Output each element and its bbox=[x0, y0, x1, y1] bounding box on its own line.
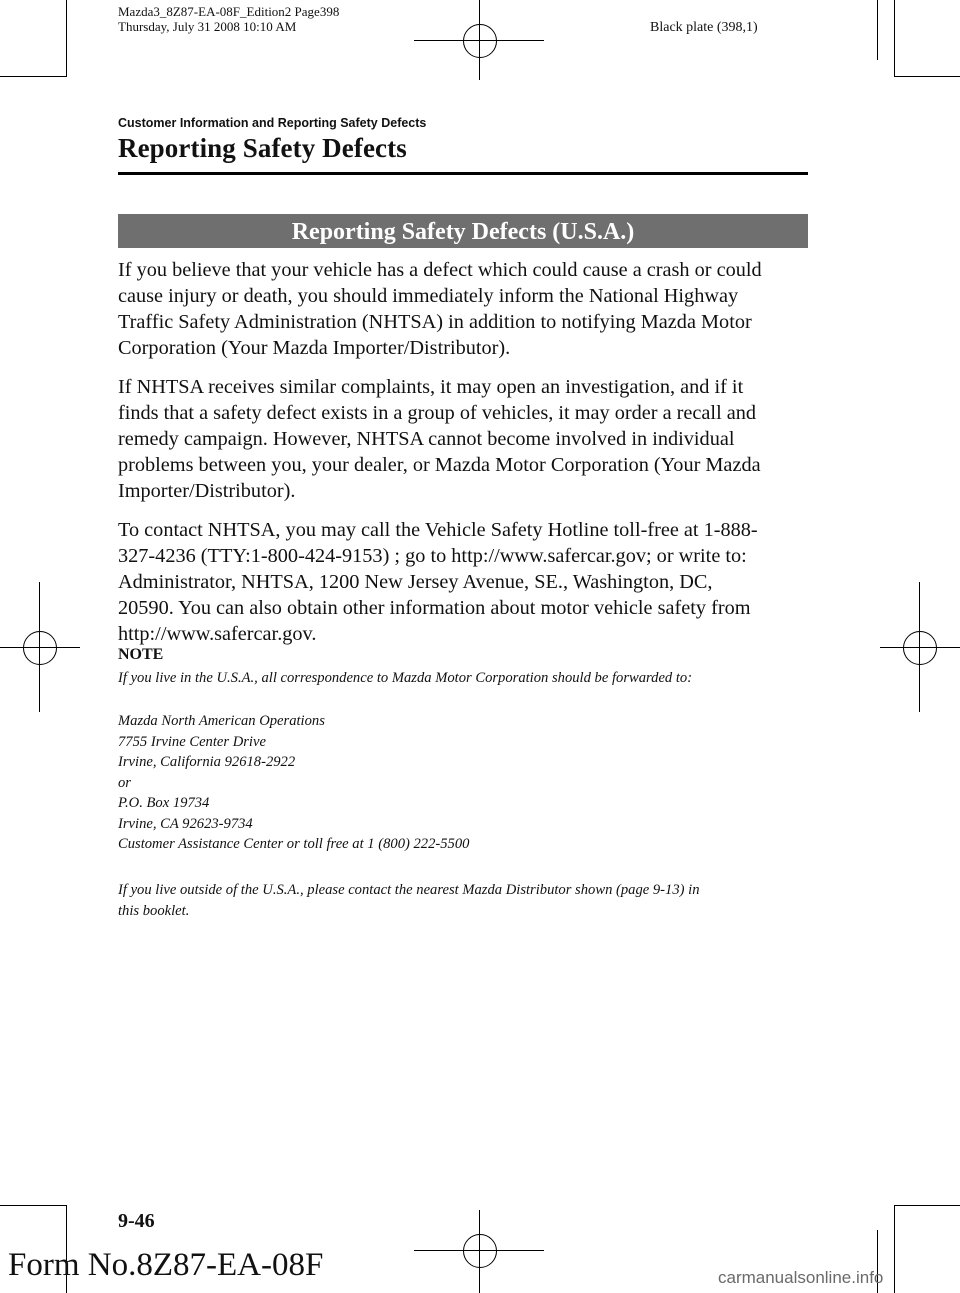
paragraph-line: finds that a safety defect exists in a group of vehicles, it may order a recall and bbox=[118, 402, 757, 424]
address-line: P.O. Box 19734 bbox=[118, 795, 210, 811]
paragraph-line: Importer/Distributor). bbox=[118, 480, 296, 502]
paragraph-line: Traffic Safety Administration (NHTSA) in addition to notifying Mazda Motor bbox=[118, 311, 752, 333]
note-line: this booklet. bbox=[118, 902, 190, 919]
print-file-line: Mazda3_8Z87-EA-08F_Edition2 Page398 bbox=[118, 4, 340, 19]
note-heading: NOTE bbox=[118, 646, 164, 663]
paragraph-line: 327-4236 (TTY:1-800-424-9153) ; go to http://www.safercar.gov; or write to: bbox=[118, 545, 747, 567]
address-line: Mazda North American Operations bbox=[118, 713, 325, 729]
paragraph-line: remedy campaign. However, NHTSA cannot become involved in individual bbox=[118, 428, 735, 450]
paragraph-1 bbox=[118, 257, 810, 361]
paragraph-line: Administrator, NHTSA, 1200 New Jersey Avenue, SE., Washington, DC, bbox=[118, 571, 713, 593]
running-head: Customer Information and Reporting Safety Defects bbox=[118, 116, 427, 130]
watermark: carmanualsonline.info bbox=[718, 1268, 884, 1287]
plate-info: Black plate (398,1) bbox=[650, 20, 758, 35]
paragraph-line: Corporation (Your Mazda Importer/Distributor). bbox=[118, 337, 511, 359]
note-outside-usa bbox=[118, 880, 700, 921]
title-rule bbox=[118, 172, 808, 175]
print-file-info bbox=[118, 4, 339, 34]
paragraph-line: http://www.safercar.gov. bbox=[118, 623, 317, 645]
print-date-line: Thursday, July 31 2008 10:10 AM bbox=[118, 19, 297, 34]
form-number: Form No.8Z87-EA-08F bbox=[8, 1247, 324, 1283]
paragraph-3 bbox=[118, 517, 810, 647]
paragraph-2 bbox=[118, 374, 810, 504]
note-intro: If you live in the U.S.A., all correspondence to Mazda Motor Corporation should be forwarded to: bbox=[118, 670, 693, 686]
address-line: Irvine, California 92618-2922 bbox=[118, 754, 296, 770]
address-line: 7755 Irvine Center Drive bbox=[118, 733, 266, 750]
page-number: 9-46 bbox=[118, 1210, 155, 1232]
paragraph-line: 20590. You can also obtain other information about motor vehicle safety from bbox=[118, 597, 751, 619]
paragraph-line: If NHTSA receives similar complaints, it may open an investigation, and if it bbox=[118, 376, 744, 398]
paragraph-line: If you believe that your vehicle has a defect which could cause a crash or could bbox=[118, 259, 762, 281]
address-line: Irvine, CA 92623-9734 bbox=[118, 815, 253, 832]
note-address bbox=[118, 711, 469, 855]
paragraph-line: problems between you, your dealer, or Mazda Motor Corporation (Your Mazda bbox=[118, 454, 761, 476]
paragraph-line: cause injury or death, you should immediately inform the National Highway bbox=[118, 285, 739, 307]
address-line: or bbox=[118, 774, 131, 791]
chapter-title: Reporting Safety Defects bbox=[118, 133, 407, 163]
address-line: Customer Assistance Center or toll free at 1 (800) 222-5500 bbox=[118, 836, 470, 852]
paragraph-line: To contact NHTSA, you may call the Vehicle Safety Hotline toll-free at 1-888- bbox=[118, 519, 758, 541]
note-line: If you live outside of the U.S.A., please contact the nearest Mazda Distributor shown (page 9-13) in bbox=[118, 882, 700, 898]
section-title: Reporting Safety Defects (U.S.A.) bbox=[118, 214, 808, 248]
